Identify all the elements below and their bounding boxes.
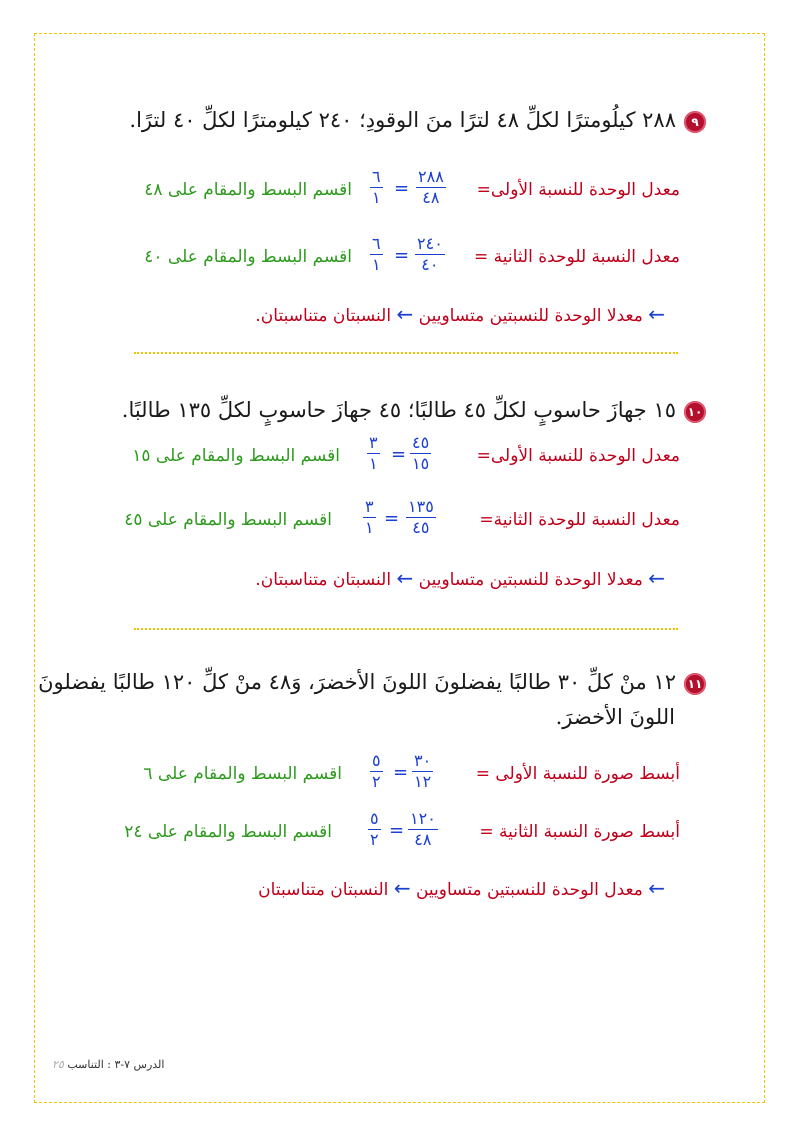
arrow-icon: ← xyxy=(648,876,665,900)
problem-10-line2-hint: اقسم البسط والمقام على ٤٥ xyxy=(124,510,332,530)
arrow-icon: ← xyxy=(648,566,665,590)
problem-11-line2-hint: اقسم البسط والمقام على ٢٤ xyxy=(124,822,332,842)
problem-10-conclusion: ← معدلا الوحدة للنسبتين متساويين ← النسبتان متناسبتان. xyxy=(255,566,665,590)
problem-11-line1-fraction: ٣٠ ١٢ xyxy=(414,751,432,791)
equals-sign: = xyxy=(394,245,410,266)
problem-9-line2-result: ٦ ١ xyxy=(372,234,381,274)
arrow-icon: ← xyxy=(396,302,414,326)
equals-sign: = xyxy=(389,820,405,841)
page-footer xyxy=(52,1058,164,1071)
problem-11-line2-label: أبسط صورة النسبة الثانية = xyxy=(479,822,680,842)
problem-11-statement: ١١١٢ منْ كلِّ ٣٠ طالبًا يفضلونَ اللونَ الأخضرَ، وَ٤٨ منْ كلِّ ١٢٠ طالبًا يفضلونَ xyxy=(38,670,706,695)
problem-10-line2-label: معدل النسبة للوحدة الثانية= xyxy=(479,510,680,530)
arrow-icon: ← xyxy=(393,876,411,900)
problem-11-line2-fraction: ١٢٠ ٤٨ xyxy=(410,809,436,849)
problem-9-line1-fraction: ٢٨٨ ٤٨ xyxy=(418,167,444,207)
section-divider xyxy=(134,352,678,354)
problem-9-conclusion: ← معدلا الوحدة للنسبتين متساويين ← النسبتان متناسبتان. xyxy=(255,302,665,326)
problem-9-line1-hint: اقسم البسط والمقام على ٤٨ xyxy=(144,180,352,200)
lesson-label: الدرس ٧-٣ : التناسب xyxy=(67,1058,165,1071)
problem-9-line2-fraction: ٢٤٠ ٤٠ xyxy=(417,234,443,274)
problem-9-line2-hint: اقسم البسط والمقام على ٤٠ xyxy=(144,247,352,267)
problem-9-line1-result: ٦ ١ xyxy=(372,167,381,207)
equals-sign: = xyxy=(384,508,400,529)
problem-number-badge: ٩ xyxy=(684,111,706,133)
equals-sign: = xyxy=(394,178,410,199)
problem-11-line2-result: ٥ ٢ xyxy=(370,809,379,849)
arrow-icon: ← xyxy=(396,566,414,590)
problem-number-badge: ١١ xyxy=(684,673,706,695)
problem-number-badge: ١٠ xyxy=(684,401,706,423)
problem-9-statement: ٩٢٨٨ كيلُومترًا لكلِّ ٤٨ لترًا منَ الوقودِ؛ ٢٤٠ كيلومترًا لكلِّ ٤٠ لترًا. xyxy=(129,108,706,133)
section-divider xyxy=(134,628,678,630)
problem-10-line2-fraction: ١٣٥ ٤٥ xyxy=(408,497,434,537)
problem-9-line1-label: معدل الوحدة للنسبة الأولى= xyxy=(476,180,680,200)
page-number: ٢٥ xyxy=(52,1058,64,1071)
problem-9-line2-label: معدل النسبة للوحدة الثانية = xyxy=(473,247,680,267)
problem-10-line2-result: ٣ ١ xyxy=(365,497,374,537)
problem-10-statement: ١٠١٥ جهازَ حاسوبٍ لكلِّ ٤٥ طالبًا؛ ٤٥ جهازَ حاسوبٍ لكلِّ ١٣٥ طالبًا. xyxy=(122,398,706,423)
problem-11-conclusion: ← معدل الوحدة للنسبتين متساويين ← النسبتان متناسبتان xyxy=(258,876,665,900)
problem-10-line1-hint: اقسم البسط والمقام على ١٥ xyxy=(132,446,340,466)
problem-10-line1-fraction: ٤٥ ١٥ xyxy=(412,433,430,473)
equals-sign: = xyxy=(393,762,409,783)
equals-sign: = xyxy=(391,444,407,465)
arrow-icon: ← xyxy=(648,302,665,326)
problem-11-line1-label: أبسط صورة للنسبة الأولى = xyxy=(475,764,680,784)
problem-11-line1-hint: اقسم البسط والمقام على ٦ xyxy=(143,764,342,784)
problem-11-line1-result: ٥ ٢ xyxy=(372,751,381,791)
problem-10-line1-label: معدل الوحدة للنسبة الأولى= xyxy=(476,446,680,466)
problem-10-line1-result: ٣ ١ xyxy=(369,433,378,473)
problem-11-statement-continued: اللونَ الأخضرَ. xyxy=(555,705,675,729)
